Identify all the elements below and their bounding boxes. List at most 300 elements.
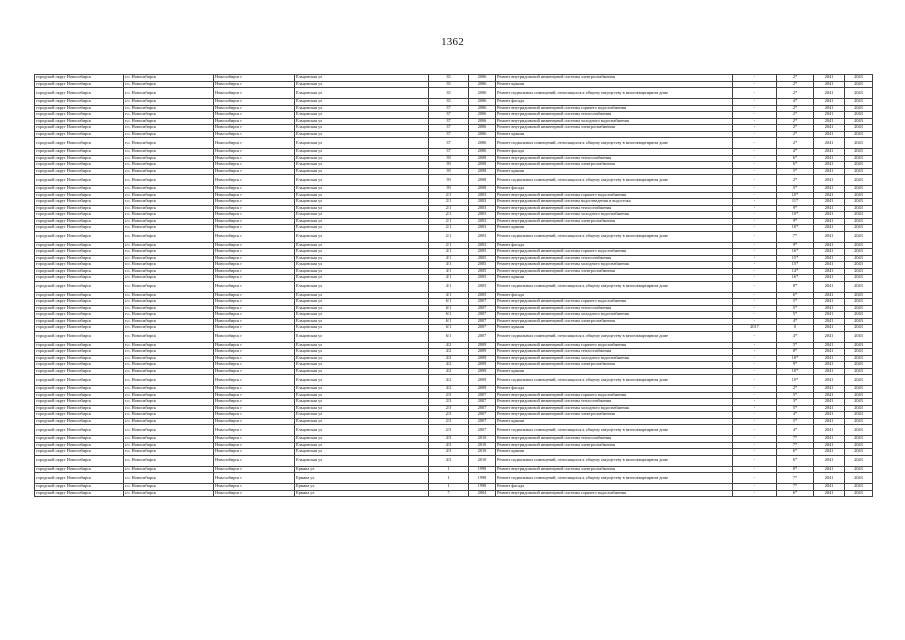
last-repair-year-cell: - — [733, 192, 777, 199]
street-cell: Ельцовская ул — [295, 168, 429, 175]
settlement-cell: Новосибирск г — [214, 255, 295, 262]
urban-district-cell: г.о. Новосибирск — [124, 490, 214, 497]
build-year-cell: 2005 — [469, 292, 496, 299]
street-cell: Ельцовская ул — [295, 449, 429, 456]
house-number-cell: 37 — [429, 105, 469, 112]
municipality-cell: городской округ Новосибирск — [35, 473, 124, 484]
work-type-cell: Ремонт крыши — [496, 81, 733, 88]
period-start-cell: 2041 — [814, 449, 845, 456]
period-start-cell: 2041 — [814, 175, 845, 186]
period-start-cell: 2041 — [814, 268, 845, 275]
work-type-cell: Ремонт внутридомовой инженерной системы водоотведения и водостока — [496, 199, 733, 206]
period-end-cell: 2043 — [845, 275, 873, 282]
municipality-cell: городской округ Новосибирск — [35, 242, 124, 249]
period-end-cell: 2043 — [845, 281, 873, 292]
work-type-cell: Ремонт внутридомовой инженерной системы электроснабжения — [496, 125, 733, 132]
period-end-cell: 2043 — [845, 149, 873, 156]
repair-count-cell: 5* — [777, 168, 814, 175]
urban-district-cell: г.о. Новосибирск — [124, 175, 214, 186]
table-row — [35, 425, 873, 436]
street-cell: Ельцовская ул — [295, 255, 429, 262]
period-start-cell: 2041 — [814, 368, 845, 375]
urban-district-cell: г.о. Новосибирск — [124, 218, 214, 225]
last-repair-year-cell: - — [733, 386, 777, 393]
urban-district-cell: г.о. Новосибирск — [124, 449, 214, 456]
build-year-cell: 2006 — [469, 88, 496, 99]
period-end-cell: 2043 — [845, 484, 873, 491]
period-start-cell: 2041 — [814, 473, 845, 484]
period-end-cell: 2043 — [845, 349, 873, 356]
work-type-cell: Ремонт внутридомовой инженерной системы теплоснабжения — [496, 305, 733, 312]
last-repair-year-cell: - — [733, 255, 777, 262]
period-end-cell: 2043 — [845, 99, 873, 106]
street-cell: Ельцовская ул — [295, 99, 429, 106]
period-start-cell: 2041 — [814, 436, 845, 443]
repair-count-cell: 10* — [777, 368, 814, 375]
last-repair-year-cell: - — [733, 99, 777, 106]
build-year-cell: 2007 — [469, 425, 496, 436]
street-cell: Ельцовская ул — [295, 231, 429, 242]
street-cell: Ельцовская ул — [295, 299, 429, 306]
period-end-cell: 2043 — [845, 231, 873, 242]
period-end-cell: 2043 — [845, 88, 873, 99]
urban-district-cell: г.о. Новосибирск — [124, 225, 214, 232]
house-number-cell: 4/1 — [429, 292, 469, 299]
period-end-cell: 2043 — [845, 318, 873, 325]
repair-count-cell: 6* — [777, 162, 814, 169]
settlement-cell: Новосибирск г — [214, 131, 295, 138]
period-end-cell: 2043 — [845, 138, 873, 149]
municipality-cell: городской округ Новосибирск — [35, 375, 124, 386]
urban-district-cell: г.о. Новосибирск — [124, 155, 214, 162]
settlement-cell: Новосибирск г — [214, 249, 295, 256]
last-repair-year-cell: - — [733, 125, 777, 132]
work-type-cell: Ремонт внутридомовой инженерной системы горячего водоснабжения — [496, 249, 733, 256]
build-year-cell: 2003 — [469, 218, 496, 225]
last-repair-year-cell: - — [733, 75, 777, 82]
house-number-cell: 4/2 — [429, 349, 469, 356]
last-repair-year-cell: - — [733, 118, 777, 125]
urban-district-cell: г.о. Новосибирск — [124, 149, 214, 156]
settlement-cell: Новосибирск г — [214, 412, 295, 419]
repair-count-cell: 10* — [777, 225, 814, 232]
period-start-cell: 2041 — [814, 88, 845, 99]
settlement-cell: Новосибирск г — [214, 275, 295, 282]
work-type-cell: Ремонт внутридомовой инженерной системы электроснабжения — [496, 362, 733, 369]
period-start-cell: 2041 — [814, 118, 845, 125]
period-end-cell: 2043 — [845, 466, 873, 473]
urban-district-cell: г.о. Новосибирск — [124, 249, 214, 256]
municipality-cell: городской округ Новосибирск — [35, 249, 124, 256]
settlement-cell: Новосибирск г — [214, 399, 295, 406]
last-repair-year-cell: - — [733, 466, 777, 473]
street-cell: Ельцовская ул — [295, 392, 429, 399]
settlement-cell: Новосибирск г — [214, 212, 295, 219]
municipality-cell: городской округ Новосибирск — [35, 442, 124, 449]
house-number-cell: 4/3 — [429, 455, 469, 466]
repair-count-cell: 2* — [777, 386, 814, 393]
period-end-cell: 2043 — [845, 305, 873, 312]
street-cell: Ельцовская ул — [295, 268, 429, 275]
house-number-cell: 2/1 — [429, 231, 469, 242]
work-type-cell: Ремонт внутридомовой инженерной системы электроснабжения — [496, 218, 733, 225]
build-year-cell: 2006 — [469, 105, 496, 112]
build-year-cell: 2009 — [469, 362, 496, 369]
period-start-cell: 2041 — [814, 405, 845, 412]
period-start-cell: 2041 — [814, 442, 845, 449]
settlement-cell: Новосибирск г — [214, 118, 295, 125]
municipality-cell: городской округ Новосибирск — [35, 231, 124, 242]
last-repair-year-cell: - — [733, 242, 777, 249]
period-start-cell: 2041 — [814, 466, 845, 473]
settlement-cell: Новосибирск г — [214, 318, 295, 325]
street-cell: Ельцовская ул — [295, 105, 429, 112]
repair-count-cell: 9* — [777, 218, 814, 225]
period-start-cell: 2041 — [814, 418, 845, 425]
build-year-cell: 2008 — [469, 155, 496, 162]
last-repair-year-cell: - — [733, 81, 777, 88]
work-type-cell: Ремонт крыши — [496, 368, 733, 375]
repair-count-cell: 5* — [777, 342, 814, 349]
urban-district-cell: г.о. Новосибирск — [124, 362, 214, 369]
urban-district-cell: г.о. Новосибирск — [124, 436, 214, 443]
build-year-cell: 2007 — [469, 418, 496, 425]
repair-count-cell: 10* — [777, 192, 814, 199]
build-year-cell: 2009 — [469, 355, 496, 362]
settlement-cell: Новосибирск г — [214, 331, 295, 342]
period-start-cell: 2041 — [814, 212, 845, 219]
house-number-cell: 37 — [429, 149, 469, 156]
municipality-cell: городской округ Новосибирск — [35, 466, 124, 473]
repair-count-cell: 2* — [777, 175, 814, 186]
work-type-cell: Ремонт подвальных помещений, относящихся к общему имуществу в многоквартирном доме — [496, 281, 733, 292]
municipality-cell: городской округ Новосибирск — [35, 368, 124, 375]
last-repair-year-cell: - — [733, 375, 777, 386]
house-number-cell: 2/1 — [429, 192, 469, 199]
period-end-cell: 2043 — [845, 331, 873, 342]
repair-count-cell: 7* — [777, 473, 814, 484]
work-type-cell: Ремонт внутридомовой инженерной системы холодного водоснабжения — [496, 262, 733, 269]
urban-district-cell: г.о. Новосибирск — [124, 355, 214, 362]
build-year-cell: 2010 — [469, 436, 496, 443]
house-number-cell: 2/3 — [429, 418, 469, 425]
period-end-cell: 2043 — [845, 405, 873, 412]
build-year-cell: 1998 — [469, 466, 496, 473]
municipality-cell: городской округ Новосибирск — [35, 305, 124, 312]
table-row — [35, 473, 873, 484]
municipality-cell: городской округ Новосибирск — [35, 99, 124, 106]
settlement-cell: Новосибирск г — [214, 175, 295, 186]
period-start-cell: 2041 — [814, 375, 845, 386]
work-type-cell: Ремонт внутридомовой инженерной системы холодного водоснабжения — [496, 405, 733, 412]
municipality-cell: городской округ Новосибирск — [35, 355, 124, 362]
period-start-cell: 2041 — [814, 325, 845, 332]
period-start-cell: 2041 — [814, 218, 845, 225]
build-year-cell: 2009 — [469, 349, 496, 356]
repair-count-cell: 16* — [777, 249, 814, 256]
municipality-cell: городской округ Новосибирск — [35, 268, 124, 275]
work-type-cell: Ремонт внутридомовой инженерной системы электроснабжения — [496, 412, 733, 419]
house-number-cell: 2/1 — [429, 225, 469, 232]
work-type-cell: Ремонт внутридомовой инженерной системы горячего водоснабжения — [496, 299, 733, 306]
house-number-cell: 1 — [429, 473, 469, 484]
period-end-cell: 2043 — [845, 262, 873, 269]
period-end-cell: 2043 — [845, 205, 873, 212]
repair-count-cell: 15* — [777, 255, 814, 262]
urban-district-cell: г.о. Новосибирск — [124, 118, 214, 125]
street-cell: Ельцовская ул — [295, 292, 429, 299]
street-cell: Ельцовская ул — [295, 318, 429, 325]
last-repair-year-cell: - — [733, 131, 777, 138]
urban-district-cell: г.о. Новосибирск — [124, 299, 214, 306]
urban-district-cell: г.о. Новосибирск — [124, 473, 214, 484]
build-year-cell: 2010 — [469, 455, 496, 466]
last-repair-year-cell: - — [733, 88, 777, 99]
repair-count-cell: 6* — [777, 449, 814, 456]
period-end-cell: 2043 — [845, 131, 873, 138]
period-end-cell: 2043 — [845, 218, 873, 225]
work-type-cell: Ремонт подвальных помещений, относящихся к общему имуществу в многоквартирном доме — [496, 473, 733, 484]
house-number-cell: 4/2 — [429, 362, 469, 369]
period-end-cell: 2043 — [845, 268, 873, 275]
urban-district-cell: г.о. Новосибирск — [124, 325, 214, 332]
work-type-cell: Ремонт внутридомовой инженерной системы теплоснабжения — [496, 112, 733, 119]
work-type-cell: Ремонт внутридомовой инженерной системы горячего водоснабжения — [496, 490, 733, 497]
last-repair-year-cell: - — [733, 212, 777, 219]
house-number-cell: 35 — [429, 99, 469, 106]
work-type-cell: Ремонт подвальных помещений, относящихся к общему имуществу в многоквартирном доме — [496, 138, 733, 149]
street-cell: Ельцовская ул — [295, 305, 429, 312]
table-row — [35, 231, 873, 242]
settlement-cell: Новосибирск г — [214, 199, 295, 206]
last-repair-year-cell: - — [733, 449, 777, 456]
table-row — [35, 175, 873, 186]
municipality-cell: городской округ Новосибирск — [35, 362, 124, 369]
house-number-cell: 6/1 — [429, 305, 469, 312]
period-start-cell: 2041 — [814, 484, 845, 491]
house-number-cell: 2/3 — [429, 412, 469, 419]
house-number-cell: 4/2 — [429, 368, 469, 375]
street-cell: Ельцовская ул — [295, 349, 429, 356]
municipality-cell: городской округ Новосибирск — [35, 199, 124, 206]
street-cell: Ельцовская ул — [295, 375, 429, 386]
urban-district-cell: г.о. Новосибирск — [124, 125, 214, 132]
period-end-cell: 2043 — [845, 442, 873, 449]
repair-count-cell: 7* — [777, 484, 814, 491]
repair-count-cell: 2* — [777, 125, 814, 132]
repair-count-cell: 2* — [777, 138, 814, 149]
repair-count-cell: 7* — [777, 436, 814, 443]
period-start-cell: 2041 — [814, 225, 845, 232]
period-end-cell: 2043 — [845, 299, 873, 306]
house-number-cell: 4/3 — [429, 442, 469, 449]
work-type-cell: Ремонт фасада — [496, 484, 733, 491]
settlement-cell: Новосибирск г — [214, 362, 295, 369]
last-repair-year-cell: 2017 — [733, 325, 777, 332]
repair-count-cell: 15* — [777, 262, 814, 269]
settlement-cell: Новосибирск г — [214, 392, 295, 399]
work-type-cell: Ремонт фасада — [496, 292, 733, 299]
period-end-cell: 2043 — [845, 375, 873, 386]
settlement-cell: Новосибирск г — [214, 99, 295, 106]
repair-count-cell: 14* — [777, 268, 814, 275]
municipality-cell: городской округ Новосибирск — [35, 490, 124, 497]
house-number-cell: 6/1 — [429, 331, 469, 342]
work-type-cell: Ремонт внутридомовой инженерной системы горячего водоснабжения — [496, 392, 733, 399]
build-year-cell: 2006 — [469, 118, 496, 125]
last-repair-year-cell: - — [733, 205, 777, 212]
street-cell: Ельцовская ул — [295, 149, 429, 156]
repair-count-cell: 6* — [777, 155, 814, 162]
work-type-cell: Ремонт внутридомовой инженерной системы холодного водоснабжения — [496, 312, 733, 319]
settlement-cell: Новосибирск г — [214, 88, 295, 99]
street-cell: Ельцовская ул — [295, 162, 429, 169]
street-cell: Ельцовская ул — [295, 331, 429, 342]
urban-district-cell: г.о. Новосибирск — [124, 205, 214, 212]
house-number-cell: 4/1 — [429, 255, 469, 262]
period-start-cell: 2041 — [814, 312, 845, 319]
table-row — [35, 138, 873, 149]
period-end-cell: 2043 — [845, 125, 873, 132]
work-type-cell: Ремонт внутридомовой инженерной системы теплоснабжения — [496, 155, 733, 162]
street-cell: Ельцовская ул — [295, 405, 429, 412]
street-cell: Ельцовская ул — [295, 186, 429, 193]
repair-count-cell: 10* — [777, 355, 814, 362]
house-number-cell: 39 — [429, 175, 469, 186]
street-cell: Ельцовская ул — [295, 88, 429, 99]
repair-count-cell: 3* — [777, 399, 814, 406]
municipality-cell: городской округ Новосибирск — [35, 149, 124, 156]
period-start-cell: 2041 — [814, 349, 845, 356]
municipality-cell: городской округ Новосибирск — [35, 225, 124, 232]
table-row — [35, 490, 873, 497]
table-body — [35, 75, 873, 497]
municipality-cell: городской округ Новосибирск — [35, 88, 124, 99]
period-end-cell: 2043 — [845, 399, 873, 406]
table-row — [35, 331, 873, 342]
repair-count-cell: 6* — [777, 455, 814, 466]
urban-district-cell: г.о. Новосибирск — [124, 105, 214, 112]
build-year-cell: 2007 — [469, 392, 496, 399]
build-year-cell: 2007 — [469, 325, 496, 332]
work-type-cell: Ремонт внутридомовой инженерной системы теплоснабжения — [496, 349, 733, 356]
municipality-cell: городской округ Новосибирск — [35, 425, 124, 436]
municipality-cell: городской округ Новосибирск — [35, 418, 124, 425]
period-end-cell: 2043 — [845, 490, 873, 497]
last-repair-year-cell: - — [733, 349, 777, 356]
last-repair-year-cell: - — [733, 168, 777, 175]
repair-count-cell: 10* — [777, 375, 814, 386]
period-start-cell: 2041 — [814, 362, 845, 369]
municipality-cell: городской округ Новосибирск — [35, 484, 124, 491]
house-number-cell: 2/1 — [429, 205, 469, 212]
work-type-cell: Ремонт внутридомовой инженерной системы электроснабжения — [496, 466, 733, 473]
house-number-cell: 2/1 — [429, 212, 469, 219]
work-type-cell: Ремонт внутридомовой инженерной системы горячего водоснабжения — [496, 105, 733, 112]
last-repair-year-cell: - — [733, 231, 777, 242]
urban-district-cell: г.о. Новосибирск — [124, 342, 214, 349]
house-number-cell: 37 — [429, 118, 469, 125]
period-end-cell: 2043 — [845, 449, 873, 456]
urban-district-cell: г.о. Новосибирск — [124, 262, 214, 269]
settlement-cell: Новосибирск г — [214, 262, 295, 269]
build-year-cell: 2009 — [469, 375, 496, 386]
build-year-cell: 2010 — [469, 442, 496, 449]
municipality-cell: городской округ Новосибирск — [35, 349, 124, 356]
repair-count-cell: 2* — [777, 88, 814, 99]
urban-district-cell: г.о. Новосибирск — [124, 418, 214, 425]
work-type-cell: Ремонт внутридомовой инженерной системы электроснабжения — [496, 75, 733, 82]
last-repair-year-cell: - — [733, 362, 777, 369]
street-cell: Ельцовская ул — [295, 212, 429, 219]
municipality-cell: городской округ Новосибирск — [35, 205, 124, 212]
last-repair-year-cell: - — [733, 175, 777, 186]
period-start-cell: 2041 — [814, 386, 845, 393]
street-cell: Ельцовская ул — [295, 312, 429, 319]
build-year-cell: 2006 — [469, 81, 496, 88]
last-repair-year-cell: - — [733, 292, 777, 299]
house-number-cell: 39 — [429, 168, 469, 175]
repair-count-cell: 9* — [777, 205, 814, 212]
build-year-cell: 2009 — [469, 368, 496, 375]
urban-district-cell: г.о. Новосибирск — [124, 255, 214, 262]
repair-count-cell: 8* — [777, 466, 814, 473]
period-end-cell: 2043 — [845, 455, 873, 466]
settlement-cell: Новосибирск г — [214, 312, 295, 319]
build-year-cell: 2006 — [469, 149, 496, 156]
urban-district-cell: г.о. Новосибирск — [124, 405, 214, 412]
work-type-cell: Ремонт внутридомовой инженерной системы электроснабжения — [496, 162, 733, 169]
municipality-cell: городской округ Новосибирск — [35, 392, 124, 399]
period-start-cell: 2041 — [814, 299, 845, 306]
period-end-cell: 2043 — [845, 355, 873, 362]
repair-schedule-table — [34, 74, 873, 497]
municipality-cell: городской округ Новосибирск — [35, 386, 124, 393]
build-year-cell: 2003 — [469, 205, 496, 212]
settlement-cell: Новосибирск г — [214, 138, 295, 149]
repair-count-cell: 0 — [777, 325, 814, 332]
period-start-cell: 2041 — [814, 149, 845, 156]
house-number-cell: 1 — [429, 484, 469, 491]
build-year-cell: 2006 — [469, 131, 496, 138]
urban-district-cell: г.о. Новосибирск — [124, 312, 214, 319]
urban-district-cell: г.о. Новосибирск — [124, 331, 214, 342]
house-number-cell: 7 — [429, 490, 469, 497]
period-end-cell: 2043 — [845, 112, 873, 119]
house-number-cell: 4/2 — [429, 386, 469, 393]
urban-district-cell: г.о. Новосибирск — [124, 88, 214, 99]
repair-count-cell: 7* — [777, 442, 814, 449]
settlement-cell: Новосибирск г — [214, 418, 295, 425]
period-start-cell: 2041 — [814, 392, 845, 399]
build-year-cell: 2005 — [469, 255, 496, 262]
period-end-cell: 2043 — [845, 168, 873, 175]
settlement-cell: Новосибирск г — [214, 375, 295, 386]
settlement-cell: Новосибирск г — [214, 75, 295, 82]
house-number-cell: 4/2 — [429, 355, 469, 362]
settlement-cell: Новосибирск г — [214, 168, 295, 175]
settlement-cell: Новосибирск г — [214, 105, 295, 112]
last-repair-year-cell: - — [733, 112, 777, 119]
last-repair-year-cell: - — [733, 105, 777, 112]
repair-count-cell: 8* — [777, 349, 814, 356]
settlement-cell: Новосибирск г — [214, 484, 295, 491]
last-repair-year-cell: - — [733, 484, 777, 491]
build-year-cell: 1998 — [469, 484, 496, 491]
house-number-cell: 4/1 — [429, 275, 469, 282]
work-type-cell: Ремонт подвальных помещений, относящихся к общему имуществу в многоквартирном доме — [496, 88, 733, 99]
period-end-cell: 2043 — [845, 118, 873, 125]
